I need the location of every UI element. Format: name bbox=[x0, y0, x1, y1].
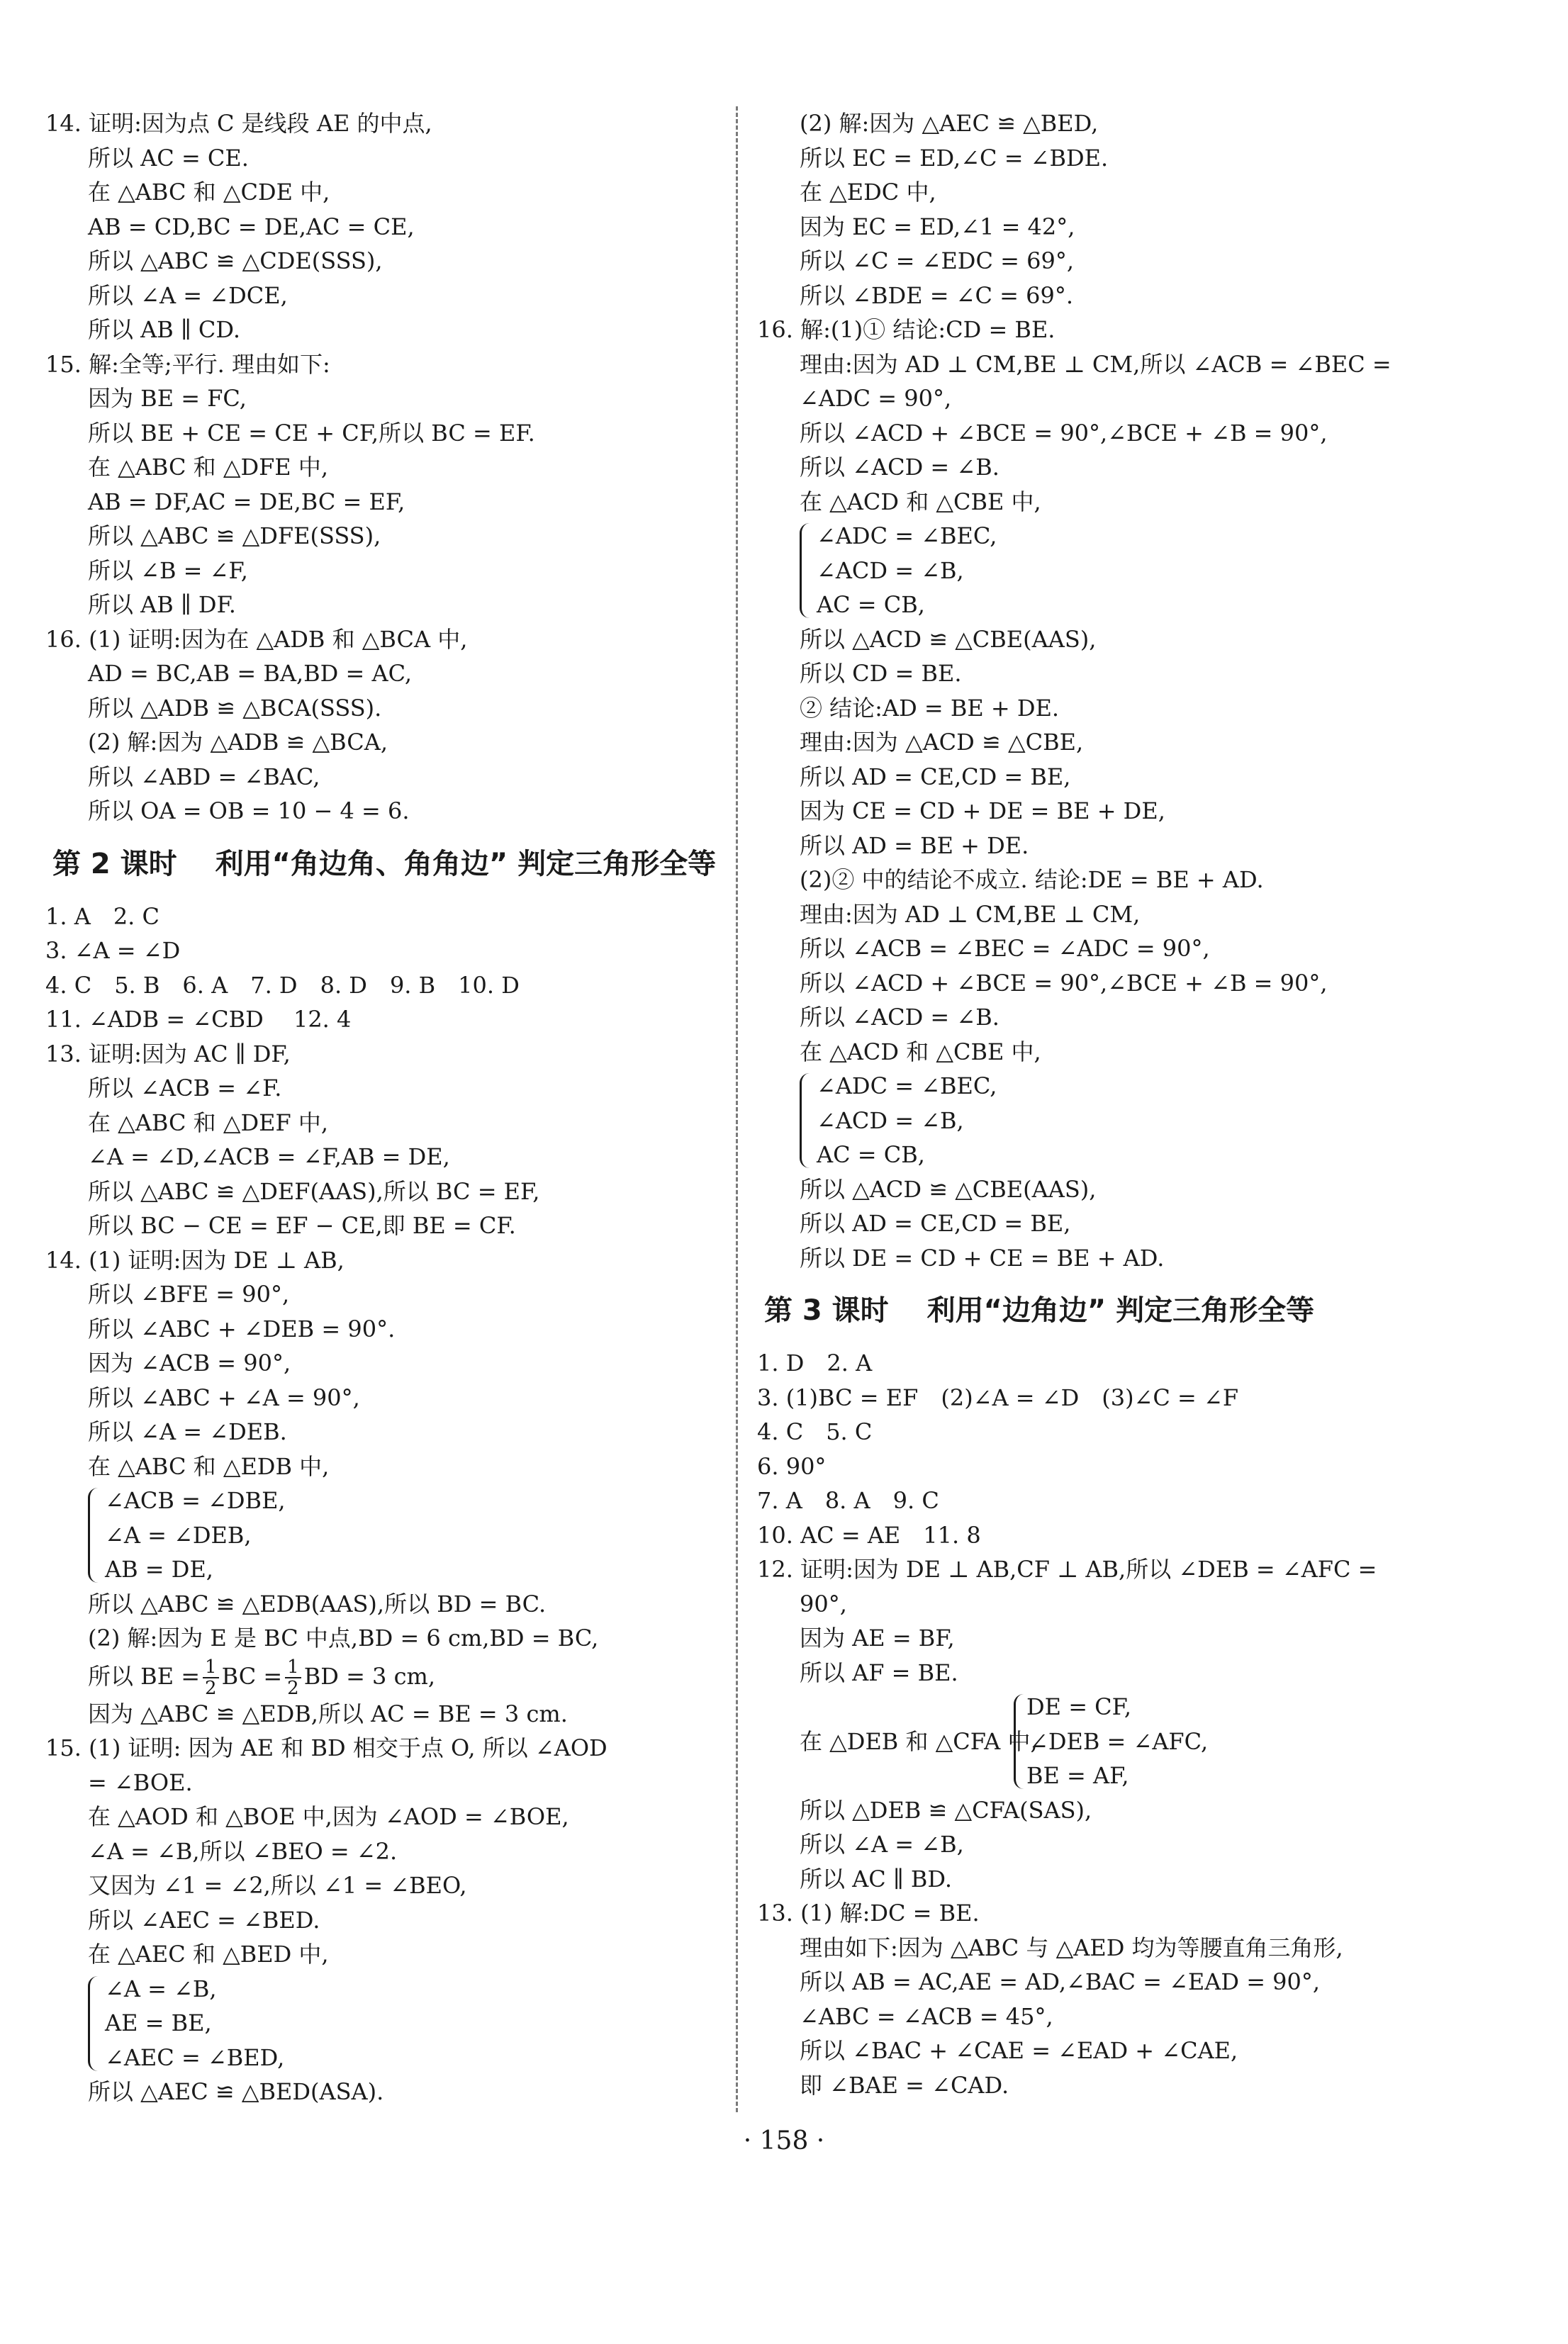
text-line: 所以 ∠BDE = ∠C = 69°. bbox=[800, 281, 1074, 309]
text-line: 所以 BC − CE = EF − CE,即 BE = CF. bbox=[88, 1212, 516, 1239]
text-line: 4. C 5. C bbox=[757, 1418, 873, 1445]
fraction-numerator: 1 bbox=[203, 1657, 219, 1678]
text-line: ∠A = ∠D,∠ACB = ∠F,AB = DE, bbox=[88, 1143, 450, 1170]
text-line: 所以 EC = ED,∠C = ∠BDE. bbox=[800, 144, 1109, 172]
text-segment: 所以 BE = bbox=[88, 1662, 201, 1690]
text-line: 在 △ABC 和 △CDE 中, bbox=[88, 179, 330, 206]
text-line: 在 △ABC 和 △EDB 中, bbox=[88, 1452, 330, 1480]
brace-bracket bbox=[800, 523, 817, 618]
text-line: 3. ∠A = ∠D bbox=[45, 937, 181, 964]
text-line: 所以 ∠ACD = ∠B. bbox=[800, 1004, 999, 1031]
text-line: (2) 解:因为 △AEC ≌ △BED, bbox=[800, 110, 1099, 137]
text-line: 6. 90° bbox=[757, 1452, 827, 1480]
text-line: 又因为 ∠1 = ∠2,所以 ∠1 = ∠BEO, bbox=[88, 1872, 467, 1899]
page-number: · 158 · bbox=[743, 2126, 825, 2155]
text-line: ∠ACB = ∠DBE, bbox=[105, 1487, 286, 1514]
text-line: 所以 AC = CE. bbox=[88, 144, 249, 172]
text-line: 所以 △DEB ≌ △CFA(SAS), bbox=[800, 1796, 1092, 1824]
text-line: DE = CF, bbox=[1026, 1693, 1132, 1720]
text-line: 13. (1) 解:DC = BE. bbox=[757, 1900, 980, 1927]
text-line: 所以 △ABC ≌ △DFE(SSS), bbox=[88, 522, 381, 549]
text-line: 所以 ∠BFE = 90°, bbox=[88, 1281, 290, 1308]
text-line: 所以 △ADB ≌ △BCA(SSS). bbox=[88, 694, 382, 722]
column-divider bbox=[736, 106, 738, 2112]
text-line: 理由如下:因为 △ABC 与 △AED 均为等腰直角三角形, bbox=[800, 1934, 1343, 1961]
text-line: BE = AF, bbox=[1026, 1762, 1129, 1789]
text-line: 因为 AE = BF, bbox=[800, 1625, 955, 1652]
text-line: 理由:因为 AD ⊥ CM,BE ⊥ CM, bbox=[800, 900, 1141, 928]
text-line: ∠ACD = ∠B, bbox=[817, 1106, 964, 1134]
text-line: 即 ∠BAE = ∠CAD. bbox=[800, 2071, 1009, 2099]
fraction bbox=[203, 1657, 219, 1698]
text-line: 所以 ∠B = ∠F, bbox=[88, 556, 248, 584]
section-heading: 第 3 课时 利用“边角边” 判定三角形全等 bbox=[764, 1294, 1315, 1327]
text-line: AB = DE, bbox=[105, 1556, 213, 1583]
text-line: ② 结论:AD = BE + DE. bbox=[800, 694, 1060, 722]
text-line: 在 △AEC 和 △BED 中, bbox=[88, 1941, 329, 1968]
text-line: 所以 ∠A = ∠B, bbox=[800, 1831, 964, 1858]
text-line: 理由:因为 △ACD ≌ △CBE, bbox=[800, 729, 1084, 756]
text-line: 所以 ∠ACD + ∠BCE = 90°,∠BCE + ∠B = 90°, bbox=[800, 969, 1328, 997]
text-line: AE = BE, bbox=[105, 2009, 212, 2036]
text-line: 15. 解:全等;平行. 理由如下: bbox=[45, 350, 330, 378]
text-line: 所以 △ABC ≌ △CDE(SSS), bbox=[88, 247, 383, 274]
text-line: AB = DF,AC = DE,BC = EF, bbox=[88, 488, 405, 515]
text-line: 理由:因为 AD ⊥ CM,BE ⊥ CM,所以 ∠ACB = ∠BEC = bbox=[800, 350, 1391, 378]
text-line: 所以 ∠AEC = ∠BED. bbox=[88, 1906, 320, 1934]
text-line: ∠AEC = ∠BED, bbox=[105, 2043, 285, 2071]
text-line: ∠ADC = ∠BEC, bbox=[817, 1072, 997, 1099]
fraction-numerator: 1 bbox=[285, 1657, 301, 1678]
text-line: 所以 △AEC ≌ △BED(ASA). bbox=[88, 2078, 384, 2105]
text-line: ∠A = ∠B, bbox=[105, 1975, 217, 2002]
text-line: 所以 ∠ACB = ∠F. bbox=[88, 1075, 282, 1101]
text-line: 所以 OA = OB = 10 − 4 = 6. bbox=[88, 797, 410, 824]
text-line: ∠A = ∠B,所以 ∠BEO = ∠2. bbox=[88, 1837, 398, 1865]
text-line: 13. 证明:因为 AC ∥ DF, bbox=[45, 1040, 291, 1067]
brace-bracket bbox=[88, 1976, 106, 2071]
text-segment: BC = bbox=[221, 1662, 283, 1690]
text-line: 3. (1)BC = EF (2)∠A = ∠D (3)∠C = ∠F bbox=[757, 1384, 1239, 1411]
text-line: 12. 证明:因为 DE ⊥ AB,CF ⊥ AB,所以 ∠DEB = ∠AFC = bbox=[757, 1556, 1377, 1583]
brace-bracket bbox=[1014, 1694, 1031, 1789]
text-line: 因为 ∠ACB = 90°, bbox=[88, 1350, 291, 1376]
text-line: 4. C 5. B 6. A 7. D 8. D 9. B 10. D bbox=[45, 971, 520, 999]
text-line: 所以 ∠BAC + ∠CAE = ∠EAD + ∠CAE, bbox=[800, 2037, 1238, 2064]
text-line: 14. 证明:因为点 C 是线段 AE 的中点, bbox=[45, 110, 432, 137]
text-line: AB = CD,BC = DE,AC = CE, bbox=[88, 213, 415, 240]
text-line: 所以 AC ∥ BD. bbox=[800, 1865, 953, 1892]
text-line: 所以 BE + CE = CE + CF,所以 BC = EF. bbox=[88, 419, 535, 447]
text-line: 所以 △ABC ≌ △DEF(AAS),所以 BC = EF, bbox=[88, 1177, 540, 1205]
text-segment: ∠DEB = ∠AFC, bbox=[1029, 1727, 1209, 1755]
brace-bracket bbox=[88, 1488, 106, 1583]
text-segment: BD = 3 cm, bbox=[303, 1662, 436, 1690]
fraction-denominator: 2 bbox=[287, 1678, 299, 1699]
text-line: 所以 ∠ACB = ∠BEC = ∠ADC = 90°, bbox=[800, 935, 1210, 962]
text-line: 所以 AB ∥ CD. bbox=[88, 316, 241, 343]
text-segment: 在 △DEB 和 △CFA 中, bbox=[800, 1727, 1038, 1755]
text-line: ∠ACD = ∠B, bbox=[817, 556, 964, 584]
text-line: 14. (1) 证明:因为 DE ⊥ AB, bbox=[45, 1246, 345, 1274]
left-column bbox=[45, 106, 754, 2109]
text-line: 在 △EDC 中, bbox=[800, 179, 936, 206]
text-line: (2) 解:因为 E 是 BC 中点,BD = 6 cm,BD = BC, bbox=[88, 1625, 599, 1652]
text-line: 所以 AD = CE,CD = BE, bbox=[800, 1210, 1071, 1237]
text-line: 1. A 2. C bbox=[45, 902, 160, 930]
section-heading: 第 2 课时 利用“角边角、角角边” 判定三角形全等 bbox=[52, 847, 717, 880]
text-line: 10. AC = AE 11. 8 bbox=[757, 1521, 981, 1549]
text-line: 1. D 2. A bbox=[757, 1350, 873, 1376]
text-line: 所以 ∠ACD = ∠B. bbox=[800, 454, 999, 481]
text-line: 在 △ACD 和 △CBE 中, bbox=[800, 1038, 1041, 1065]
text-line bbox=[757, 1725, 1466, 1759]
text-line: 90°, bbox=[800, 1590, 847, 1617]
text-line: 所以 ∠A = ∠DEB. bbox=[88, 1418, 287, 1445]
text-line: 16. (1) 证明:因为在 △ADB 和 △BCA 中, bbox=[45, 625, 468, 653]
text-line: 所以 DE = CD + CE = BE + AD. bbox=[800, 1244, 1165, 1272]
text-line: 11. ∠ADB = ∠CBD 12. 4 bbox=[45, 1006, 352, 1033]
text-line: 所以 ∠C = ∠EDC = 69°, bbox=[800, 247, 1074, 274]
text-line: 因为 △ABC ≌ △EDB,所以 AC = BE = 3 cm. bbox=[88, 1700, 568, 1727]
right-column bbox=[757, 106, 1466, 2102]
text-line: 所以 ∠ABC + ∠A = 90°, bbox=[88, 1384, 360, 1411]
text-line: = ∠BOE. bbox=[88, 1768, 193, 1796]
text-line: 所以 AB ∥ DF. bbox=[88, 591, 236, 618]
text-line: 所以 ∠ABD = ∠BAC, bbox=[88, 763, 320, 790]
text-line: ∠ADC = 90°, bbox=[800, 385, 952, 412]
text-line: AC = CB, bbox=[817, 591, 925, 618]
text-line: 15. (1) 证明: 因为 AE 和 BD 相交于点 O, 所以 ∠AOD bbox=[45, 1734, 607, 1761]
text-line: 所以 △ABC ≌ △EDB(AAS),所以 BD = BC. bbox=[88, 1590, 547, 1617]
text-line: ∠A = ∠DEB, bbox=[105, 1521, 252, 1549]
text-line: 在 △ABC 和 △DEF 中, bbox=[88, 1109, 329, 1136]
fraction-denominator: 2 bbox=[205, 1678, 217, 1699]
text-line: 16. 解:(1)① 结论:CD = BE. bbox=[757, 316, 1055, 343]
text-line: 因为 EC = ED,∠1 = 42°, bbox=[800, 213, 1075, 240]
text-line: 在 △AOD 和 △BOE 中,因为 ∠AOD = ∠BOE, bbox=[88, 1803, 569, 1830]
text-line: 所以 △ACD ≌ △CBE(AAS), bbox=[800, 625, 1097, 653]
text-line: 所以 ∠ABC + ∠DEB = 90°. bbox=[88, 1315, 396, 1342]
text-line: 所以 ∠A = ∠DCE, bbox=[88, 281, 288, 309]
text-line: 所以 △ACD ≌ △CBE(AAS), bbox=[800, 1175, 1097, 1203]
brace-bracket bbox=[800, 1073, 817, 1168]
text-line: ∠ABC = ∠ACB = 45°, bbox=[800, 2002, 1053, 2030]
text-line: 所以 AF = BE. bbox=[800, 1659, 958, 1686]
fraction-line bbox=[45, 1656, 754, 1697]
text-line: 因为 CE = CD + DE = BE + DE, bbox=[800, 797, 1165, 824]
text-line: 因为 BE = FC, bbox=[88, 385, 247, 412]
text-line: AD = BC,AB = BA,BD = AC, bbox=[88, 660, 413, 687]
text-line: 所以 ∠ACD + ∠BCE = 90°,∠BCE + ∠B = 90°, bbox=[800, 419, 1328, 447]
text-line: AC = CB, bbox=[817, 1141, 925, 1168]
text-line: 所以 AD = BE + DE. bbox=[800, 831, 1029, 859]
fraction bbox=[285, 1657, 301, 1698]
text-line: ∠ADC = ∠BEC, bbox=[817, 522, 997, 549]
text-line: (2) 解:因为 △ADB ≌ △BCA, bbox=[88, 729, 388, 756]
text-line: 所以 AD = CE,CD = BE, bbox=[800, 763, 1071, 790]
text-line: 所以 CD = BE. bbox=[800, 660, 962, 687]
text-line: 7. A 8. A 9. C bbox=[757, 1487, 939, 1514]
text-line: 在 △ABC 和 △DFE 中, bbox=[88, 454, 329, 481]
text-line: 在 △ACD 和 △CBE 中, bbox=[800, 488, 1041, 515]
text-line: 所以 AB = AC,AE = AD,∠BAC = ∠EAD = 90°, bbox=[800, 1968, 1321, 1995]
text-line: (2)② 中的结论不成立. 结论:DE = BE + AD. bbox=[800, 866, 1264, 893]
